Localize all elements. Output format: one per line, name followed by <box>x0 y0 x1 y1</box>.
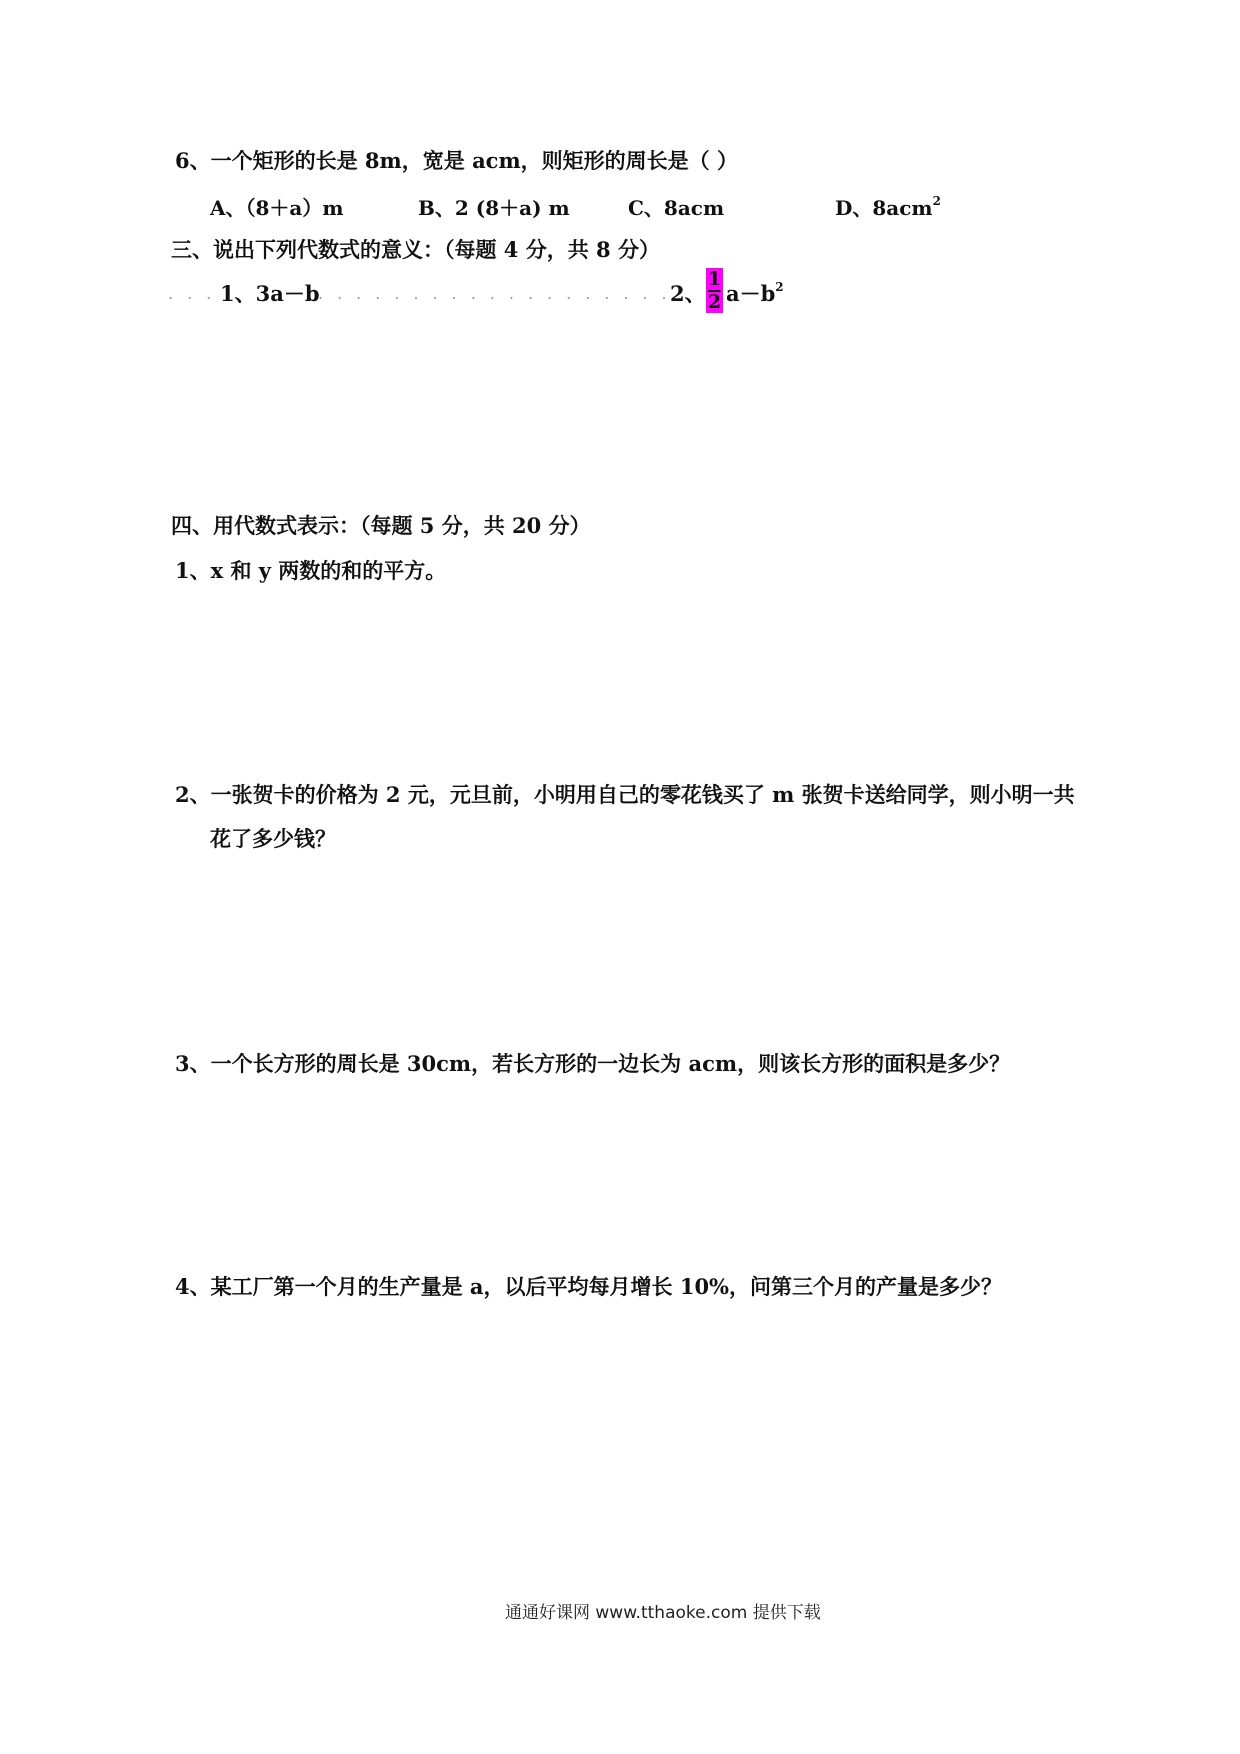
expression-2-prefix: 2、 <box>670 281 706 306</box>
section-3-title: 三、说出下列代数式的意义：（每题 4 分，共 8 分） <box>171 237 660 262</box>
option-a: A、（8＋a）m <box>210 196 344 220</box>
question-6-stem: 6、一个矩形的长是 8m，宽是 acm，则矩形的周长是（ ） <box>175 148 738 173</box>
expression-2-exponent: 2 <box>775 280 784 294</box>
problem-4: 4、某工厂第一个月的生产量是 a，以后平均每月增长 10%，问第三个月的产量是多少？ <box>175 1274 1003 1299</box>
problem-1: 1、x 和 y 两数的和的平方。 <box>175 558 447 583</box>
page-footer: 通通好课网 www.tthaoke.com 提供下载 <box>505 1603 821 1623</box>
fraction-denominator: 2 <box>707 291 722 313</box>
option-c: C、8acm <box>628 196 725 220</box>
option-d-text: D、8acm <box>835 196 933 220</box>
problem-3: 3、一个长方形的周长是 30cm，若长方形的一边长为 acm，则该长方形的面积是多少？ <box>175 1051 1011 1076</box>
expression-1: 1、3a－b <box>220 281 320 306</box>
section-4-title: 四、用代数式表示：（每题 5 分，共 20 分） <box>171 513 591 538</box>
option-b: B、2 (8＋a) m <box>418 196 570 220</box>
problem-2: 2、一张贺卡的价格为 2 元，元旦前，小明用自己的零花钱买了 m 张贺卡送给同学，则小明一共 <box>175 782 1075 807</box>
option-d <box>835 192 941 221</box>
expression-2-text: a－b <box>726 281 776 306</box>
fraction-highlight <box>706 268 723 313</box>
dot-leader: ................... <box>318 284 681 303</box>
dot-leader: ... <box>168 284 226 303</box>
expression-2-rest <box>726 280 784 308</box>
option-d-exponent: 2 <box>932 194 941 209</box>
fraction-numerator: 1 <box>707 268 722 290</box>
problem-2-continued: 花了多少钱？ <box>210 826 336 851</box>
